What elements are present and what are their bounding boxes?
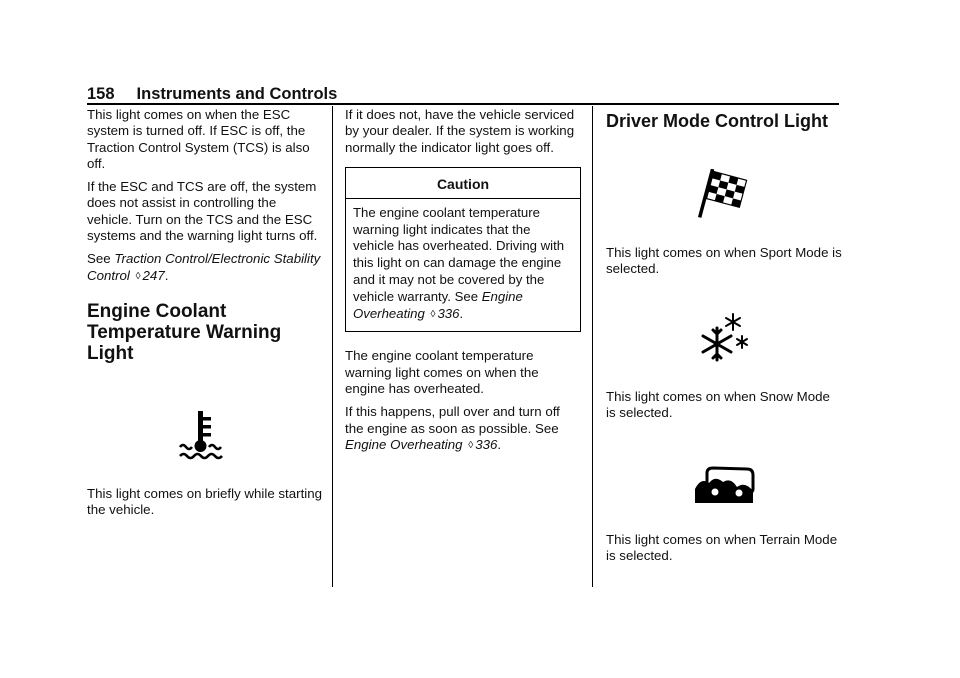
coolant-temperature-icon — [79, 409, 323, 461]
column-2 — [345, 107, 581, 461]
section-title: Instruments and Controls — [136, 85, 338, 103]
driver-mode-heading: Driver Mode Control Light — [606, 111, 828, 131]
engine-overheating-link[interactable]: Engine Overheating — [353, 288, 523, 321]
column-divider-1 — [332, 106, 333, 587]
terrain-vehicle-icon — [606, 465, 842, 505]
terrain-mode-paragraph: This light comes on when Terrain Mode is selected. — [606, 532, 838, 564]
esc-tcs-paragraph: If the ESC and TCS are off, the system does not assist in controlling the vehicle. Turn on the TCS and the ESC systems and the warning light turns off. — [87, 179, 318, 244]
traction-control-link[interactable]: Traction Control/Electronic Stability Control — [87, 251, 321, 283]
sport-mode-paragraph: This light comes on when Sport Mode is selected. — [606, 245, 842, 277]
engine-coolant-heading: Engine Coolant Temperature Warning Light — [87, 300, 282, 364]
page-header — [87, 84, 839, 104]
engine-overheating-page[interactable]: 336 — [437, 305, 460, 321]
column-3 — [606, 107, 842, 572]
see-traction-control-ref: See Traction Control/Electronic Stability Control ◊ 247. — [87, 251, 321, 283]
header-rule — [87, 103, 839, 105]
caution-box — [345, 167, 581, 333]
dealer-service-paragraph: If it does not, have the vehicle serviced by your dealer. If the system is working normally the indicator light goes off. — [345, 107, 575, 155]
snow-mode-paragraph: This light comes on when Snow Mode is selected. — [606, 388, 830, 420]
column-1 — [87, 107, 323, 526]
caution-title: Caution — [346, 168, 580, 199]
checkered-flag-icon — [606, 169, 842, 225]
caution-body: The engine coolant temperature warning light indicates that the vehicle has overheated. Driving with this light on can damage the engine and it may not be covered by the vehicle warranty. See Engine Overheating ◊ 336. — [353, 204, 565, 321]
traction-control-page[interactable]: 247 — [142, 267, 165, 283]
overheated-paragraph: The engine coolant temperature warning light comes on when the engine has overheated. — [345, 348, 539, 397]
column-divider-2 — [592, 106, 593, 587]
engine-overheating-link-2[interactable]: Engine Overheating — [345, 436, 463, 452]
engine-overheating-page-2[interactable]: 336 — [475, 436, 498, 452]
esc-off-paragraph: This light comes on when the ESC system is turned off. If ESC is off, the Traction Control System (TCS) is also off. — [87, 107, 310, 171]
pull-over-paragraph: If this happens, pull over and turn off the engine as soon as possible. See Engine Overheating ◊ 336. — [345, 404, 560, 452]
coolant-light-starting-paragraph: This light comes on briefly while starting the vehicle. — [87, 485, 323, 518]
page-ref-arrow-icon: ◊ — [430, 308, 436, 320]
page-ref-arrow-icon: ◊ — [135, 270, 141, 282]
page-number: 158 — [87, 85, 115, 103]
page-ref-arrow-icon: ◊ — [468, 439, 474, 451]
snowflake-icon — [606, 312, 842, 364]
